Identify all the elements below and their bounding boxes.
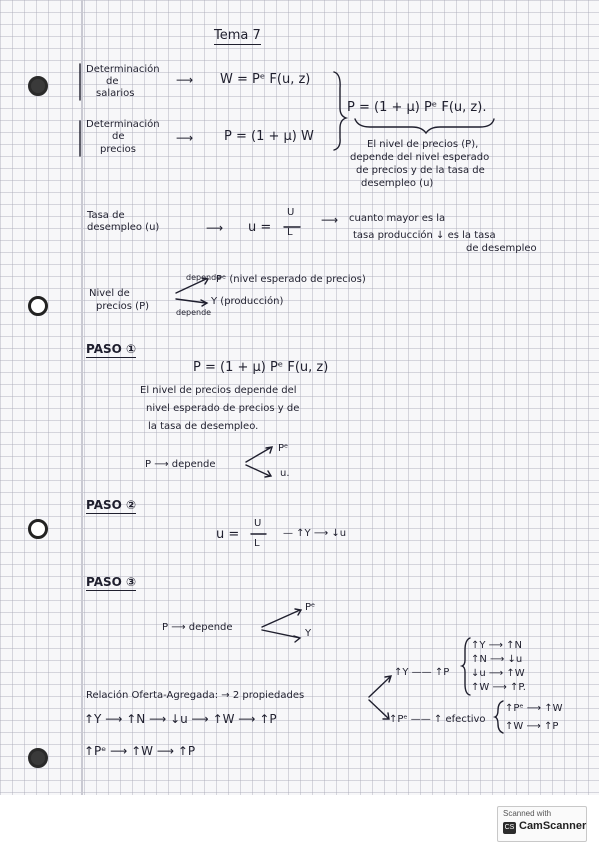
branch-arrow-down-icon	[176, 299, 207, 306]
left-brace-icon	[462, 638, 470, 695]
paso-1-equation: P = (1 + μ) Pᵉ F(u, z)	[193, 360, 329, 375]
paso-3-p-depends: P ⟶ depende	[162, 622, 233, 633]
unemployment-note-line3: de desempleo	[466, 243, 537, 254]
paso-1-text-line3: la tasa de desempleo.	[148, 421, 259, 432]
relation-chain-2: ↑Pᵉ ⟶ ↑W ⟶ ↑P	[84, 744, 196, 758]
combined-note-line3: de precios y de la tasa de	[356, 165, 485, 176]
relation-y-item-4: ↑W ⟶ ↑P.	[471, 682, 526, 693]
wage-equation: W = Pᵉ F(u, z)	[220, 72, 311, 87]
underbrace-icon	[355, 119, 494, 133]
prices-label-line2: de	[112, 131, 125, 142]
price-level-branch-output: Y (producción)	[211, 296, 284, 307]
relation-chain-1: ↑Y ⟶ ↑N ⟶ ↓u ⟶ ↑W ⟶ ↑P	[84, 712, 277, 726]
branch-arrow-up-icon	[369, 676, 391, 697]
combined-equation: P = (1 + μ) Pᵉ F(u, z).	[347, 100, 487, 115]
paso-3-heading: PASO ③	[86, 575, 137, 589]
paso-3-branch-top: Pᵉ	[305, 602, 316, 613]
arrow-right-icon: ⟶	[176, 131, 194, 145]
paso-2-lhs: u =	[216, 527, 240, 542]
branch-arrow-up-icon	[176, 278, 208, 293]
combined-note-line2: depende del nivel esperado	[350, 152, 490, 163]
price-level-label-line1: Nivel de	[89, 288, 130, 299]
scanned-with-label: Scanned with	[503, 809, 552, 818]
camscanner-brand: CamScanner	[519, 820, 587, 832]
prices-label-line3: precios	[100, 144, 136, 155]
relation-y-item-1: ↑Y ⟶ ↑N	[471, 640, 523, 651]
branch-arrow-down-icon	[246, 465, 271, 477]
price-level-label-line2: precios (P)	[96, 301, 150, 312]
left-brace-icon	[495, 701, 503, 733]
paso-2-numerator: U	[254, 518, 262, 529]
depends-label-bottom: depende	[176, 308, 212, 317]
relation-up-y: ↑Y —— ↑P	[394, 667, 450, 678]
relation-pe-item-2: ↑W ⟶ ↑P	[505, 721, 559, 732]
arrow-right-icon: ⟶	[206, 221, 224, 235]
unemployment-numerator: U	[287, 207, 295, 218]
paso-1-heading: PASO ①	[86, 342, 137, 356]
paso-3-branch-bottom: Y	[305, 628, 312, 639]
paso-2-denominator: L	[254, 538, 260, 549]
price-equation: P = (1 + μ) W	[224, 129, 314, 144]
paso-1-p-depends: P ⟶ depende	[145, 459, 216, 470]
paso-2-relation: — ↑Y ⟶ ↓u	[283, 528, 347, 539]
relation-y-item-3: ↓u ⟶ ↑W	[471, 668, 525, 679]
page-title: Tema 7	[214, 28, 261, 43]
wages-label-line3: salarios	[96, 88, 135, 99]
combined-note-line1: El nivel de precios (P),	[367, 139, 479, 150]
relation-heading: Relación Oferta-Agregada: → 2 propiedades	[86, 690, 305, 701]
combined-note-line4: desempleo (u)	[361, 178, 434, 189]
right-brace-icon	[334, 72, 346, 150]
depends-label-top: depende	[186, 273, 222, 282]
paso-1-text-line2: nivel esperado de precios y de	[146, 403, 300, 414]
relation-pe-item-1: ↑Pᵉ ⟶ ↑W	[505, 703, 563, 714]
relation-up-pe: ↑Pᵉ —— ↑ efectivo	[389, 714, 486, 725]
branch-arrow-up-icon	[246, 447, 272, 462]
unemployment-lhs: u =	[248, 220, 272, 235]
paso-1-branch-bottom: u.	[280, 468, 290, 479]
relation-y-item-2: ↑N ⟶ ↓u	[471, 654, 523, 665]
price-level-branch-expected: Pᵉ (nivel esperado de precios)	[216, 274, 366, 285]
camscanner-logo: CS	[503, 822, 516, 834]
unemployment-note-line2: tasa producción ↓ es la tasa	[353, 230, 496, 241]
unemployment-denominator: L	[287, 227, 293, 238]
branch-arrow-down-icon	[262, 630, 300, 642]
wages-label-line2: de	[106, 76, 119, 87]
unemployment-note-line1: cuanto mayor es la	[349, 213, 446, 224]
wages-label-line1: Determinación	[86, 64, 160, 75]
paso-2-heading: PASO ②	[86, 498, 137, 512]
unemployment-label-line2: desempleo (u)	[87, 222, 160, 233]
arrow-right-icon: ⟶	[176, 73, 194, 87]
paso-1-text-line1: El nivel de precios depende del	[140, 385, 297, 396]
prices-label-line1: Determinación	[86, 119, 160, 130]
branch-arrow-up-icon	[262, 609, 301, 627]
arrow-right-icon: ⟶	[321, 213, 339, 227]
paso-1-branch-top: Pᵉ	[278, 443, 289, 454]
branch-arrow-down-icon	[369, 700, 389, 719]
unemployment-label-line1: Tasa de	[87, 210, 125, 221]
